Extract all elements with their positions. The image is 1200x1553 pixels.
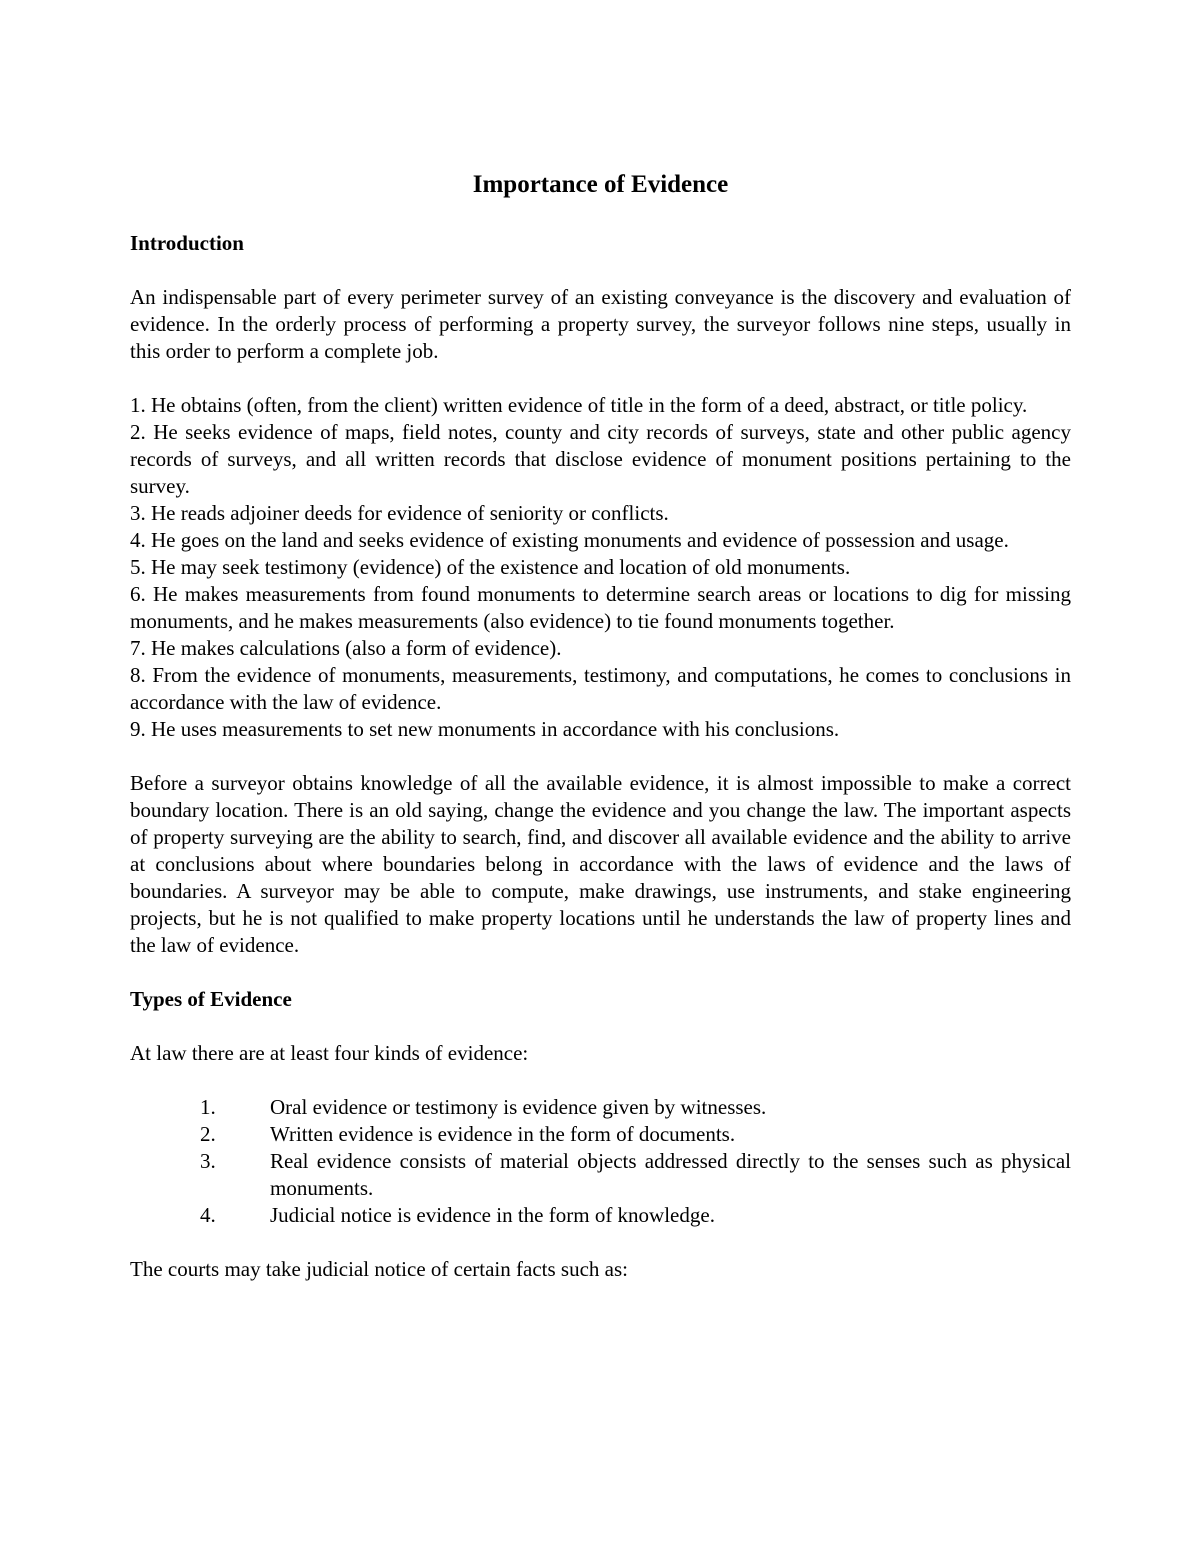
survey-steps-list [130,392,1071,743]
list-item-number: 1. [200,1095,216,1119]
list-item-text: Written evidence is evidence in the form of documents. [270,1122,736,1146]
list-item-number: 4. [200,1203,216,1227]
document-body [130,170,1071,1283]
survey-step: 1. He obtains (often, from the client) written evidence of title in the form of a deed, abstract, or title policy. [130,393,1028,417]
document-title: Importance of Evidence [472,171,729,198]
list-item-text: Oral evidence or testimony is evidence given by witnesses. [270,1095,767,1119]
survey-step: 2. He seeks evidence of maps, field notes, county and city records of surveys, state and other public agency records of surveys, and all written records that disclose evidence of monument positions pertaining to the survey. [130,420,1071,498]
list-item [130,1094,1071,1121]
list-item-number: 2. [200,1122,216,1146]
survey-step: 9. He uses measurements to set new monuments in accordance with his conclusions. [130,717,840,741]
survey-step: 8. From the evidence of monuments, measurements, testimony, and computations, he comes to conclusions in accordance with the law of evidence. [130,663,1071,714]
introduction-heading: Introduction [130,231,244,255]
types-intro: At law there are at least four kinds of evidence: [130,1041,529,1065]
evidence-kinds-list [130,1094,1071,1229]
survey-step: 6. He makes measurements from found monuments to determine search areas or locations to dig for missing monuments, and he makes measurements (also evidence) to tie found monuments together. [130,582,1071,633]
list-item [130,1202,1071,1229]
list-item-text: Real evidence consists of material objects addressed directly to the senses such as physical monuments. [270,1149,1071,1200]
introduction-paragraph: An indispensable part of every perimeter survey of an existing conveyance is the discovery and evaluation of evidence. In the orderly process of performing a property survey, the surveyor follows nine steps, usually in this order to perform a complete job. [130,285,1071,363]
survey-step: 7. He makes calculations (also a form of evidence). [130,636,562,660]
types-heading: Types of Evidence [130,987,292,1011]
survey-step: 3. He reads adjoiner deeds for evidence of seniority or conflicts. [130,501,669,525]
list-item-number: 3. [200,1149,216,1173]
survey-step: 4. He goes on the land and seeks evidence of existing monuments and evidence of possession and usage. [130,528,1009,552]
survey-step: 5. He may seek testimony (evidence) of the existence and location of old monuments. [130,555,851,579]
closing-paragraph: Before a surveyor obtains knowledge of all the available evidence, it is almost impossible to make a correct boundary location. There is an old saying, change the evidence and you change the law. The important aspects of property surveying are the ability to search, find, and discover all available evidence and the ability to arrive at conclusions about where boundaries belong in accordance with the laws of evidence and the laws of boundaries. A surveyor may be able to compute, make drawings, use instruments, and stake engineering projects, but he is not qualified to make property locations until he understands the law of property lines and the law of evidence. [130,771,1071,957]
list-item [130,1121,1071,1148]
list-item-text: Judicial notice is evidence in the form of knowledge. [270,1203,715,1227]
list-item [130,1148,1071,1202]
courts-note: The courts may take judicial notice of certain facts such as: [130,1257,628,1281]
